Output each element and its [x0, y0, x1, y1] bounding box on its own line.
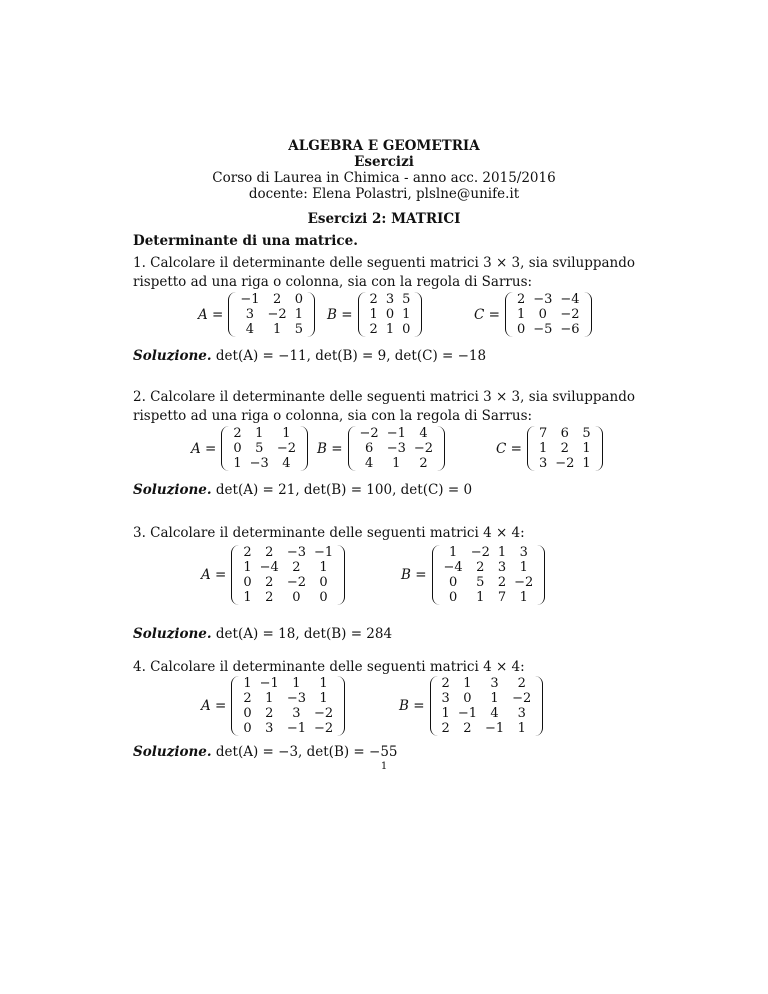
matrix-entry: −3	[286, 545, 306, 560]
matrix-entry: 3	[292, 706, 301, 721]
matrix-entry: 1	[319, 676, 328, 691]
matrix-entry: 1	[516, 307, 526, 322]
matrix-entry: −1	[240, 292, 260, 307]
matrix-entry: 3	[538, 456, 548, 471]
matrix-entry: 0	[516, 322, 526, 337]
left-parenthesis	[221, 426, 229, 471]
matrix-row	[356, 426, 438, 441]
matrix-c	[474, 292, 592, 337]
matrix-entry: 2	[265, 575, 274, 590]
right-parenthesis	[584, 292, 592, 337]
exercise-4-text: 4. Calcolare il determinante delle seguenti matrici 4 × 4:	[133, 659, 525, 675]
course-line: Corso di Laurea in Chimica - anno acc. 2015/2016	[212, 170, 556, 186]
matrix-row	[440, 560, 538, 575]
right-parenthesis	[300, 426, 308, 471]
matrix-entry: 4	[245, 322, 255, 337]
matrix-entry: 1	[385, 322, 395, 337]
matrix-label: B =	[399, 698, 425, 714]
matrix-row	[366, 307, 415, 322]
matrix-entry: −3	[386, 441, 406, 456]
matrix-a	[198, 292, 315, 337]
matrix-entry: 1	[392, 456, 401, 471]
left-parenthesis	[348, 426, 356, 471]
left-parenthesis	[505, 292, 513, 337]
matrix-entries	[236, 292, 307, 337]
matrix-entries	[366, 292, 415, 337]
matrix-entry: 5	[402, 292, 411, 307]
matrix-row	[239, 575, 337, 590]
matrix-entry: 1	[272, 322, 282, 337]
matrix-body	[430, 676, 544, 736]
matrix-entry: −3	[533, 292, 553, 307]
solution-label: Soluzione.	[133, 626, 212, 642]
matrix-entry: 0	[463, 691, 472, 706]
matrix-entry: 3	[441, 691, 450, 706]
left-parenthesis	[228, 292, 236, 337]
matrix-entries	[239, 545, 337, 605]
matrix-label: A =	[198, 306, 224, 323]
matrix-entry: 1	[476, 590, 485, 605]
matrix-entry: 1	[497, 545, 507, 560]
solution-label: Soluzione.	[133, 744, 212, 760]
left-parenthesis	[527, 426, 535, 471]
matrix-entry: 3	[265, 721, 274, 736]
matrix-label: A =	[201, 567, 227, 583]
matrix-entry: 3	[517, 706, 526, 721]
matrix-entry: 1	[255, 426, 264, 441]
subsection-title: Determinante di una matrice.	[133, 233, 358, 249]
matrix-entry: −3	[286, 691, 306, 706]
matrix-entry: 7	[497, 590, 507, 605]
matrix-entry: 6	[364, 441, 374, 456]
matrix-row	[440, 575, 538, 590]
matrix-row	[236, 307, 307, 322]
matrix-entry: 0	[294, 292, 303, 307]
left-parenthesis	[430, 676, 438, 736]
matrix-entry: 1	[402, 307, 411, 322]
matrix-entry: 4	[364, 456, 374, 471]
matrix-row	[366, 322, 415, 337]
matrix-entry: −2	[276, 441, 296, 456]
matrix-row	[239, 676, 337, 691]
solution-text: det(A) = 18, det(B) = 284	[215, 626, 393, 642]
matrix-entry: 2	[463, 721, 472, 736]
matrix-entry: 2	[517, 676, 526, 691]
matrix-entry: −4	[443, 560, 463, 575]
matrix-body	[358, 292, 423, 337]
matrix-entry: 2	[476, 560, 485, 575]
exercise-2-text: 2. Calcolare il determinante delle seguenti matrici 3 × 3, sia sviluppando rispetto ad una riga o colonna, sia con la regola di Sarrus:	[133, 389, 635, 424]
matrix-row	[513, 322, 584, 337]
matrix-entry: −2	[286, 575, 306, 590]
matrix-label: B =	[317, 440, 343, 457]
matrix-entry: 2	[369, 292, 378, 307]
matrix-row	[236, 292, 307, 307]
matrix-row	[236, 322, 307, 337]
matrix-entry: −4	[259, 560, 279, 575]
matrix-entry: −2	[267, 307, 287, 322]
left-parenthesis	[231, 545, 239, 605]
matrix-row	[440, 545, 538, 560]
matrix-entry: −2	[560, 307, 580, 322]
matrix-entry: 1	[294, 307, 303, 322]
matrix-row	[239, 691, 337, 706]
matrix-row	[239, 590, 337, 605]
matrix-entry: 1	[519, 590, 528, 605]
matrix-entries	[535, 426, 595, 471]
matrix-entry: −1	[386, 426, 406, 441]
document-subtitle: Esercizi	[354, 154, 414, 170]
matrix-entry: 5	[582, 426, 591, 441]
matrix-entry: 2	[419, 456, 428, 471]
matrix-body	[505, 292, 592, 337]
matrix-entry: −2	[555, 456, 575, 471]
matrix-entry: 5	[294, 322, 303, 337]
right-parenthesis	[307, 292, 315, 337]
matrix-entries	[239, 676, 337, 736]
matrix-entry: 2	[233, 426, 242, 441]
right-parenthesis	[595, 426, 603, 471]
matrix-entry: 1	[319, 560, 328, 575]
exercise-3-text: 3. Calcolare il determinante delle seguenti matrici 4 × 4:	[133, 525, 525, 541]
matrix-entry: 1	[243, 560, 252, 575]
matrix-entry: 1	[369, 307, 378, 322]
matrix-entry: 1	[243, 590, 252, 605]
solution-label: Soluzione.	[133, 482, 212, 498]
matrix-entry: 1	[292, 676, 301, 691]
matrix-entry: −2	[413, 441, 434, 456]
matrix-entry: −1	[313, 545, 334, 560]
right-parenthesis	[537, 545, 545, 605]
matrix-entry: −2	[470, 545, 490, 560]
left-parenthesis	[358, 292, 366, 337]
matrix-entry: −5	[533, 322, 553, 337]
left-parenthesis	[231, 676, 239, 736]
matrix-row	[229, 441, 300, 456]
matrix-entry: 2	[441, 721, 450, 736]
matrix-entry: 2	[265, 545, 274, 560]
right-parenthesis	[535, 676, 543, 736]
matrix-label: B =	[327, 306, 353, 323]
matrix-c	[496, 426, 603, 471]
matrix-entry: 1	[490, 691, 499, 706]
matrix-row	[356, 456, 438, 471]
matrix-entry: 0	[292, 590, 301, 605]
document-title: ALGEBRA E GEOMETRIA	[288, 138, 480, 154]
matrix-entry: 2	[243, 691, 252, 706]
teacher-line: docente: Elena Polastri, plslne@unife.it	[248, 186, 520, 202]
matrix-label: C =	[474, 306, 500, 323]
matrix-body	[228, 292, 315, 337]
matrix-b	[327, 292, 422, 337]
exercise-4-solution	[133, 744, 398, 760]
matrix-entry: 2	[441, 676, 450, 691]
matrix-b	[399, 676, 543, 736]
matrix-entry: −4	[560, 292, 580, 307]
matrix-entry: 0	[402, 322, 411, 337]
matrix-label: A =	[201, 698, 227, 714]
matrix-entry: 2	[292, 560, 301, 575]
matrix-row	[535, 456, 595, 471]
right-parenthesis	[337, 545, 345, 605]
right-parenthesis	[437, 426, 445, 471]
matrix-entry: 0	[243, 706, 252, 721]
matrix-entry: 2	[272, 292, 282, 307]
matrix-entry: 5	[255, 441, 264, 456]
matrix-b	[317, 426, 445, 471]
matrix-row	[239, 560, 337, 575]
exercise-2-solution	[133, 482, 472, 498]
matrix-entry: 4	[490, 706, 499, 721]
matrix-entry: −2	[313, 721, 334, 736]
matrix-row	[438, 706, 536, 721]
matrix-entry: 1	[441, 706, 450, 721]
matrix-entries	[438, 676, 536, 736]
exercise-3-solution	[133, 626, 392, 642]
matrix-entry: 1	[582, 441, 591, 456]
matrix-entries	[229, 426, 300, 471]
matrix-entry: 2	[265, 706, 274, 721]
matrix-entry: −1	[484, 721, 505, 736]
matrix-entry: 0	[243, 721, 252, 736]
matrix-label: B =	[401, 567, 427, 583]
matrix-entry: 0	[319, 590, 328, 605]
matrix-entry: 6	[560, 426, 569, 441]
matrix-body	[432, 545, 546, 605]
matrix-body	[348, 426, 446, 471]
matrix-entry: 2	[560, 441, 569, 456]
matrix-entry: 4	[282, 456, 291, 471]
matrix-row	[356, 441, 438, 456]
matrix-entry: 1	[282, 426, 291, 441]
matrix-row	[513, 307, 584, 322]
matrix-row	[513, 292, 584, 307]
matrix-entry: 1	[582, 456, 591, 471]
solution-text: det(A) = −11, det(B) = 9, det(C) = −18	[215, 348, 487, 364]
matrix-row	[440, 590, 538, 605]
matrix-entry: −3	[249, 456, 269, 471]
matrix-entry: −1	[259, 676, 279, 691]
matrix-entry: 1	[517, 721, 526, 736]
matrix-entry: −2	[313, 706, 334, 721]
matrix-entry: 2	[497, 575, 507, 590]
matrix-entry: 1	[538, 441, 548, 456]
matrix-entry: 0	[448, 575, 458, 590]
matrix-entry: 2	[369, 322, 378, 337]
matrix-entry: −6	[560, 322, 580, 337]
matrix-row	[535, 441, 595, 456]
matrix-body	[527, 426, 603, 471]
matrix-row	[229, 426, 300, 441]
matrix-entries	[440, 545, 538, 605]
matrix-entry: 0	[233, 441, 242, 456]
exercise-1-text: 1. Calcolare il determinante delle seguenti matrici 3 × 3, sia sviluppando rispetto ad una riga o colonna, sia con la regola di Sarrus:	[133, 255, 635, 290]
matrix-entry: 7	[538, 426, 548, 441]
matrix-entry: 1	[448, 545, 458, 560]
matrix-row	[239, 721, 337, 736]
right-parenthesis	[337, 676, 345, 736]
matrix-a	[201, 676, 345, 736]
matrix-body	[231, 676, 345, 736]
section-title: Esercizi 2: MATRICI	[307, 211, 461, 227]
matrix-entry: 1	[463, 676, 472, 691]
matrix-entry: 2	[243, 545, 252, 560]
matrix-row	[438, 721, 536, 736]
matrix-row	[438, 676, 536, 691]
matrix-entry: 3	[490, 676, 499, 691]
matrix-entry: 2	[265, 590, 274, 605]
matrix-entry: −2	[359, 426, 379, 441]
matrix-entry: 0	[448, 590, 458, 605]
matrix-entry: 1	[519, 560, 528, 575]
matrix-entry: 3	[519, 545, 528, 560]
matrix-entry: 5	[476, 575, 485, 590]
matrix-entry: 3	[385, 292, 395, 307]
matrix-entry: 4	[419, 426, 428, 441]
matrix-entries	[356, 426, 438, 471]
matrix-entry: 1	[319, 691, 328, 706]
matrix-row	[229, 456, 300, 471]
matrix-entry: 1	[233, 456, 242, 471]
solution-text: det(A) = −3, det(B) = −55	[215, 744, 398, 760]
exercise-1-solution	[133, 348, 486, 364]
matrix-row	[438, 691, 536, 706]
matrix-row	[366, 292, 415, 307]
matrix-entry: −1	[286, 721, 306, 736]
matrix-b	[401, 545, 545, 605]
solution-text: det(A) = 21, det(B) = 100, det(C) = 0	[215, 482, 473, 498]
matrix-entry: 1	[243, 676, 252, 691]
matrix-entry: 3	[497, 560, 507, 575]
matrix-row	[239, 545, 337, 560]
matrix-entry: −2	[514, 575, 534, 590]
matrix-entry: 3	[245, 307, 255, 322]
matrix-entry: 0	[385, 307, 395, 322]
matrix-entry: −2	[512, 691, 532, 706]
matrix-row	[535, 426, 595, 441]
matrix-entry: 0	[538, 307, 547, 322]
matrix-a	[191, 426, 308, 471]
page-number: 1	[380, 761, 388, 772]
matrix-entry: 1	[265, 691, 274, 706]
matrix-a	[201, 545, 345, 605]
matrix-entry: −1	[457, 706, 477, 721]
solution-label: Soluzione.	[133, 348, 212, 364]
matrix-entry: 2	[516, 292, 526, 307]
matrix-entry: 0	[319, 575, 328, 590]
left-parenthesis	[432, 545, 440, 605]
right-parenthesis	[414, 292, 422, 337]
matrix-label: C =	[496, 440, 522, 457]
matrix-entry: 0	[243, 575, 252, 590]
matrix-label: A =	[191, 440, 217, 457]
matrix-body	[221, 426, 308, 471]
matrix-entries	[513, 292, 584, 337]
matrix-body	[231, 545, 345, 605]
matrix-row	[239, 706, 337, 721]
